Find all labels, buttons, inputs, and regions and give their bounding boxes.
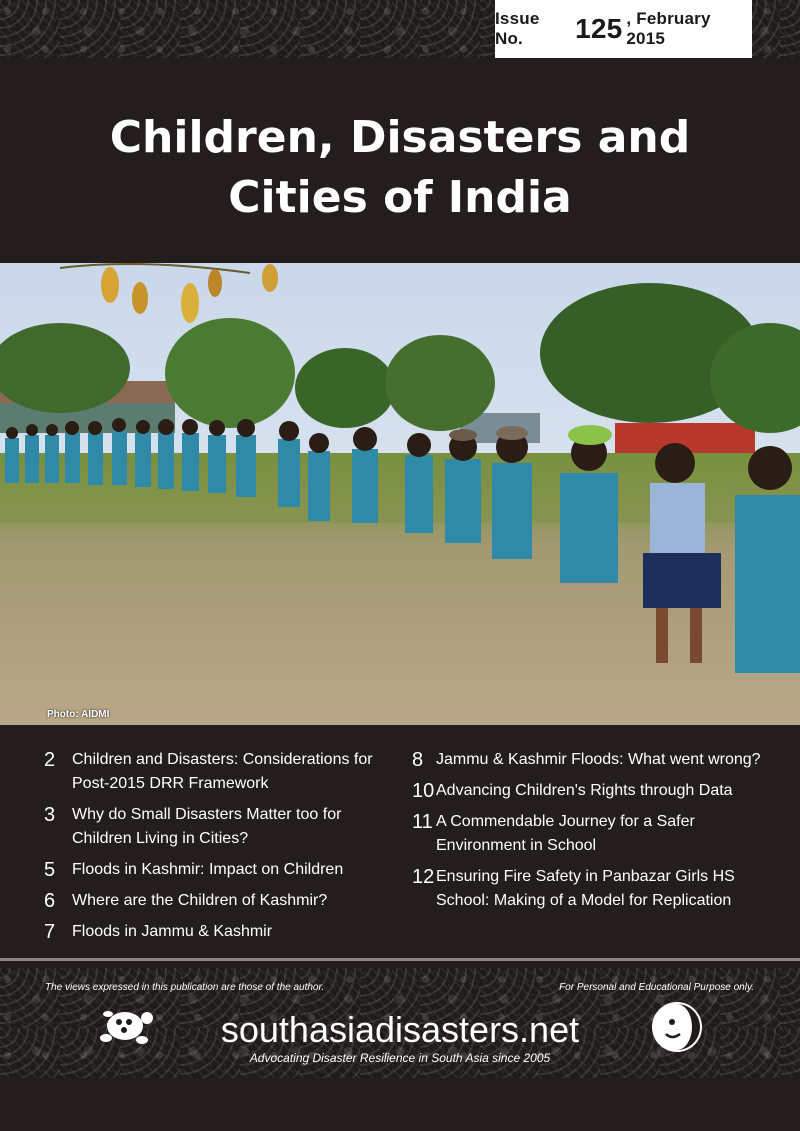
article-title: Why do Small Disasters Matter too for Children Living in Cities? [72, 806, 342, 847]
page-number: 10 [412, 780, 435, 802]
issue-date: , February 2015 [626, 9, 711, 48]
website-name[interactable]: southasiadisasters.net [220, 1009, 580, 1050]
contents-item[interactable] [44, 920, 394, 944]
sun-face-logo-icon [650, 1000, 704, 1054]
divider [0, 958, 800, 961]
contents-item[interactable] [412, 748, 772, 772]
page-number: 11 [412, 811, 433, 833]
page-number: 5 [44, 859, 56, 881]
article-title: Floods in Kashmir: Impact on Children [72, 861, 344, 878]
photo-credit: Photo: AIDMI [47, 709, 110, 720]
article-title: Floods in Jammu & Kashmir [72, 923, 273, 940]
contents-column-right [412, 748, 772, 920]
article-title: Jammu & Kashmir Floods: What went wrong? [436, 751, 761, 768]
article-title: Ensuring Fire Safety in Panbazar Girls HS School: Making of a Model for Replication [436, 868, 735, 909]
page-number: 3 [44, 804, 56, 826]
contents-item[interactable] [412, 865, 772, 913]
article-title: Advancing Children's Rights through Data [436, 782, 733, 799]
tagline: Advocating Disaster Resilience in South Asia since 2005 [249, 1051, 551, 1065]
contents-item[interactable] [44, 748, 394, 796]
disclaimer-text: The views expressed in this publication are those of the author. [45, 982, 325, 993]
purpose-text: For Personal and Educational Purpose only. [559, 982, 754, 993]
article-title: Where are the Children of Kashmir? [72, 892, 328, 909]
bottom-band [0, 1078, 800, 1131]
page-number: 7 [44, 921, 56, 943]
page-number: 12 [412, 866, 435, 888]
cover-title [0, 108, 800, 228]
issue-badge [495, 0, 752, 58]
title-line-1: Children, Disasters and [109, 112, 691, 163]
page-number: 6 [44, 890, 56, 912]
cover-photo [0, 263, 800, 725]
contents-item[interactable] [44, 803, 394, 851]
page-number: 8 [412, 749, 424, 771]
article-title: A Commendable Journey for a Safer Environment in School [436, 813, 695, 854]
article-title: Children and Disasters: Considerations for Post-2015 DRR Framework [72, 751, 373, 792]
issue-prefix: Issue No. [495, 9, 540, 48]
contents-item[interactable] [412, 779, 772, 803]
contents-item[interactable] [44, 889, 394, 913]
schoolgirls-photo-illustration [0, 263, 800, 725]
contents-item[interactable] [412, 810, 772, 858]
contents-item[interactable] [44, 858, 394, 882]
contents-column-left [44, 748, 394, 951]
title-line-2: Cities of India [228, 172, 572, 223]
issue-number: 125 [575, 13, 623, 44]
page-number: 2 [44, 749, 56, 771]
